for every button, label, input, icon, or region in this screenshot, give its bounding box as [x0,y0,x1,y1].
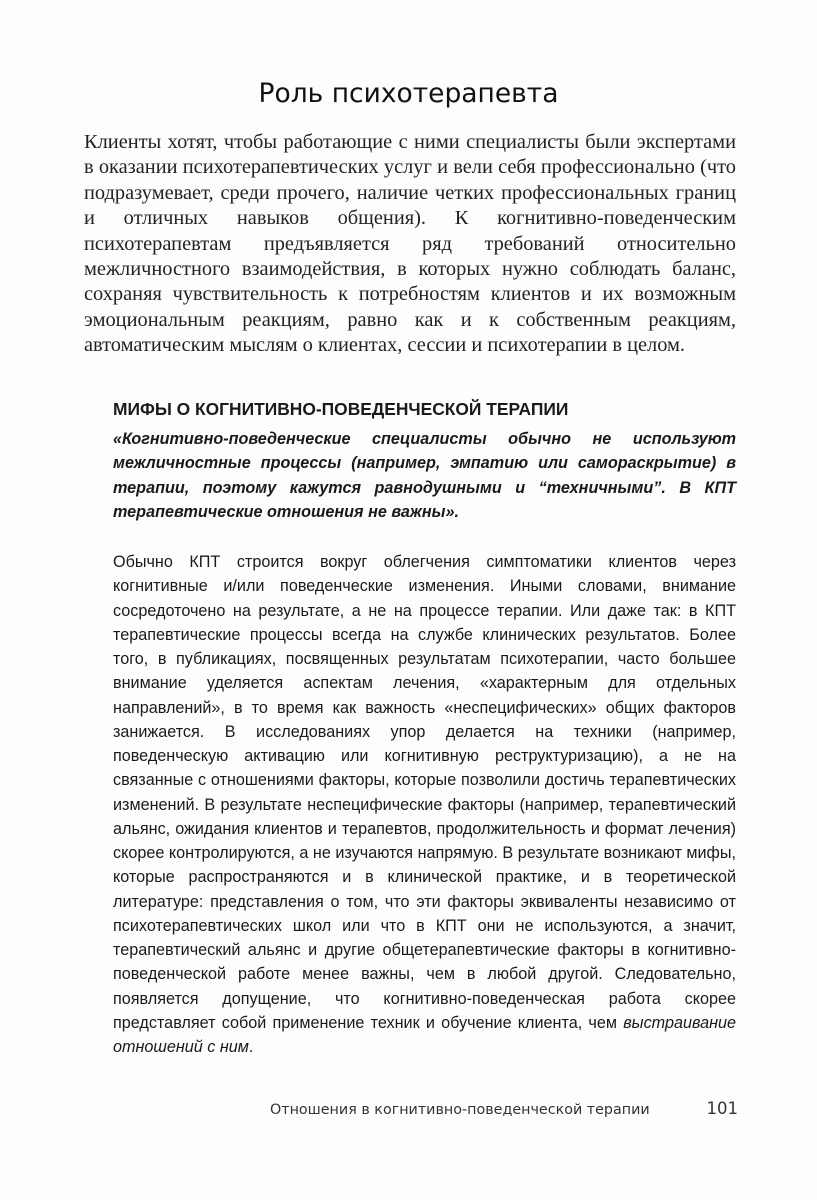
myth-box-body-main: Обычно КПТ строится вокруг облегчения симптоматики клиентов через когнитивные и/или поведенческие изменения. Иными словами, внимание сосредоточено на результате, а не на процессе терапии. Или даже так: в КПТ терапевтические процессы всегда на службе клинических результатов. Более того, в публикациях, посвященных результатам психотерапии, часто большее внимание уделяется аспектам лечения, «характерным для отдельных направлений», в то время как важность «неспецифических» общих факторов занижается. В исследованиях упор делается на техники (например, поведенческую активацию или когнитивную реструктуризацию), а не на связанные с отношениями факторы, которые позволили достичь терапевтических изменений. В результате неспецифические факторы (например, терапевтический альянс, ожидания клиентов и терапевтов, продолжительность и формат лечения) скорее контролируются, а не изучаются напрямую. В результате возникают мифы, которые распространяются и в клинической практике, и в теоретической литературе: представления о том, что эти факторы эквиваленты независимо от психотерапевтических школ или что в КПТ они не используются, а значит, терапевтический альянс и другие общетерапевтические факторы в когнитивно-поведенческой работе менее важны, чем в любой другой. Следовательно, появляется допущение, что когнитивно-поведенческая работа скорее представляет собой применение техник и обучение клиента, чем [113,553,736,1032]
myth-box [113,397,736,1059]
running-footer-title: Отношения в когнитивно-поведенческой терапии [270,1102,650,1118]
page-title: Роль психотерапевта [258,78,559,109]
intro-paragraph: Клиенты хотят, чтобы работающие с ними специалисты были экспертами в оказании психотерапевтических услуг и вели себя профессионально (что подразумевает, среди прочего, наличие четких профессиональных границ и отличных навыков общения). К когнитивно-поведенческим психотерапевтам предъявляется ряд требований относительно межличностного взаимодействия, в которых нужно соблюдать баланс, сохраняя чувствительность к потребностям клиентов и их возможным эмоциональным реакциям, равно как и к собственным реакциям, автоматическим мыслям о клиентах, сессии и психотерапии в целом. [84,131,736,357]
myth-box-heading: МИФЫ О КОГНИТИВНО-ПОВЕДЕНЧЕСКОЙ ТЕРАПИИ [113,399,569,419]
myth-box-body-final: . [248,1038,254,1057]
page-number: 101 [706,1099,738,1118]
myth-quote: «Когнитивно-поведенческие специалисты обычно не используют межличностные процессы (например, эмпатию или самораскрытие) в терапии, поэтому кажутся равнодушными и “техничными”. В КПТ терапевтические отношения не важны». [113,430,736,521]
myth-box-body [113,550,736,1059]
myth-box-body-italic: выстраивание отношений с ним [113,1013,736,1057]
